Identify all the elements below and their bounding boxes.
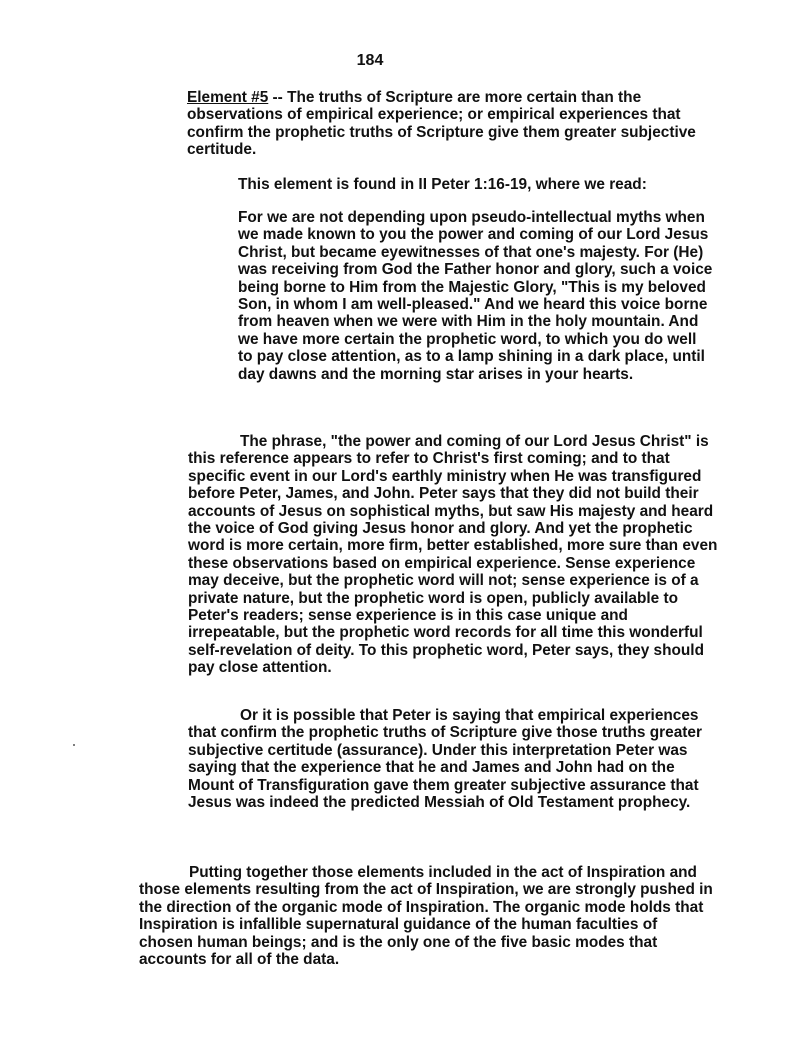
commentary-paragraph-2: Or it is possible that Peter is saying that empirical experiences that confirm the prophetic truths of Scripture give those truths greater subjective certitude (assurance). Under this interpretation Peter was saying that the experience that he and James and John had on the Mount of Transfiguration gave them greater subjective assurance that Jesus was indeed the predicted Messiah of Old Testament prophecy. bbox=[188, 707, 702, 812]
page-number: 184 bbox=[356, 52, 384, 69]
element-heading-paragraph bbox=[187, 89, 707, 159]
commentary-paragraph-1: The phrase, "the power and coming of our Lord Jesus Christ" is this reference appears to refer to Christ's first coming; and to that specific event in our Lord's earthly ministry when He was transfigured before Peter, James, and John. Peter says that they did not build their accounts of Jesus on sophistical myths, but saw His majesty and heard the voice of God giving Jesus honor and glory. And yet the prophetic word is more certain, more firm, better established, more sure than even these observations based on empirical experience. Sense experience may deceive, but the prophetic word will not; sense experience is of a private nature, but the prophetic word is open, publicly available to Peter's readers; sense experience is in this case unique and irrepeatable, but the prophetic word records for all time this wonderful self-revelation of deity. To this prophetic word, Peter says, they should pay close attention. bbox=[188, 433, 718, 677]
intro-paragraph: This element is found in II Peter 1:16-19, where we read: bbox=[238, 176, 647, 193]
scripture-quote: For we are not depending upon pseudo-intellectual myths when we made known to you the power and coming of our Lord Jesus Christ, but became eyewitnesses of that one's majesty. For (He) was receiving from God the Father honor and glory, such a voice being borne to Him from the Majestic Glory, "This is my beloved Son, in whom I am well-pleased." And we heard this voice borne from heaven when we were with Him in the holy mountain. And we have more certain the prophetic word, to which you do well to pay close attention, as to a lamp shining in a dark place, until day dawns and the morning star arises in your hearts. bbox=[238, 209, 713, 383]
scan-speck bbox=[73, 744, 75, 746]
element-text: -- The truths of Scripture are more certain than the observations of empirical experience; or empirical experiences that confirm the prophetic truths of Scripture give them greater subjective certitude. bbox=[187, 89, 696, 159]
element-label: Element #5 bbox=[187, 89, 269, 106]
conclusion-paragraph: Putting together those elements included in the act of Inspiration and those elements resulting from the act of Inspiration, we are strongly pushed in the direction of the organic mode of Inspiration. The organic mode holds that Inspiration is infallible supernatural guidance of the human faculties of chosen human beings; and is the only one of the five basic modes that accounts for all of the data. bbox=[139, 864, 713, 969]
